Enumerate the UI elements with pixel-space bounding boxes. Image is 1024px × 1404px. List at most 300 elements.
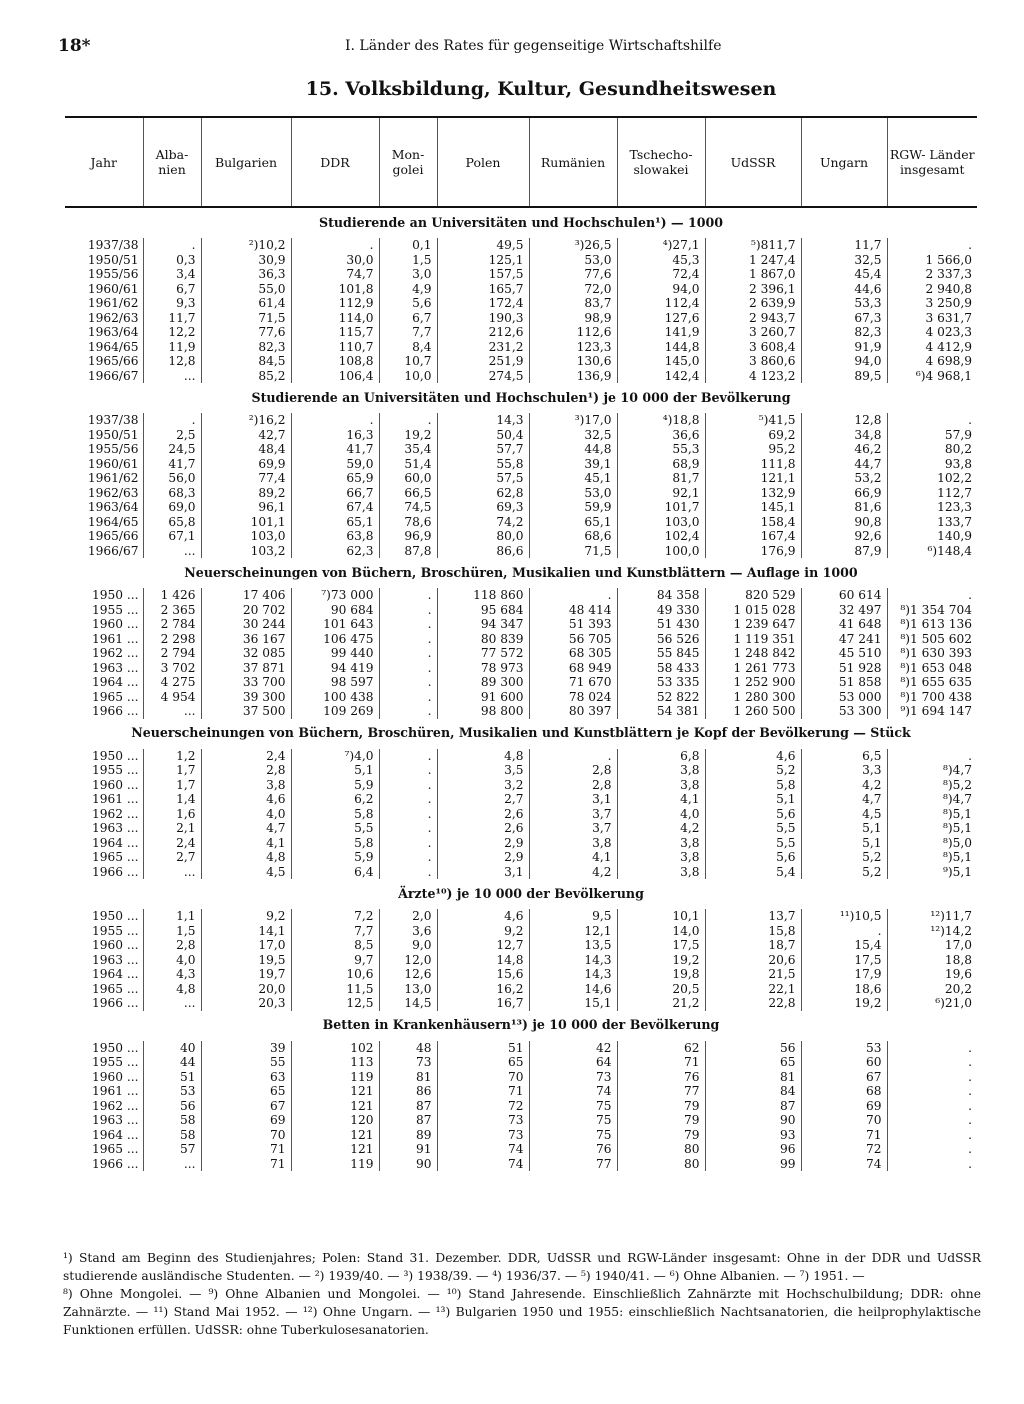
- value-cell: 4,7: [201, 821, 291, 836]
- value-cell: 6,7: [379, 311, 437, 326]
- value-cell: 820 529: [705, 588, 801, 603]
- value-cell: 3 250,9: [887, 296, 977, 311]
- value-cell: 112,6: [529, 325, 617, 340]
- value-cell: 20,3: [201, 996, 291, 1011]
- value-cell: 87,9: [801, 544, 887, 559]
- year-cell: 1966/67: [87, 543, 139, 558]
- value-cell: 3 860,6: [705, 354, 801, 369]
- value-cell: 74,2: [437, 515, 529, 530]
- value-cell: 3,8: [617, 836, 705, 851]
- value-cell: 6,8: [617, 749, 705, 764]
- value-cell: 65: [201, 1084, 291, 1099]
- value-cell: ⁶)148,4: [887, 544, 977, 559]
- value-cell: 53: [801, 1041, 887, 1056]
- value-cell: 4,8: [143, 982, 201, 997]
- year-cell: 1966 ...: [91, 864, 139, 879]
- value-cell: 44: [143, 1055, 201, 1070]
- value-cell: 74,7: [291, 267, 379, 282]
- value-cell: 10,0: [379, 369, 437, 384]
- value-cell: 45,3: [617, 253, 705, 268]
- value-cell: ¹²)14,2: [887, 924, 977, 939]
- value-cell: 274,5: [437, 369, 529, 384]
- value-cell: 93,8: [887, 457, 977, 472]
- value-cell: 1,2: [143, 749, 201, 764]
- value-cell: 56 526: [617, 632, 705, 647]
- value-cell: 92,6: [801, 529, 887, 544]
- value-cell: 16,3: [291, 428, 379, 443]
- value-cell: 81,7: [617, 471, 705, 486]
- value-cell: 2,4: [201, 749, 291, 764]
- year-cell: 1961/62: [87, 471, 139, 485]
- column-header: Rumänien: [529, 117, 617, 207]
- value-cell: 89: [379, 1128, 437, 1143]
- value-cell: ...: [143, 865, 201, 880]
- value-cell: ...: [143, 1157, 201, 1172]
- value-cell: ...: [143, 996, 201, 1011]
- table-row: [65, 850, 977, 865]
- table-row: [65, 282, 977, 297]
- table-row: [65, 1055, 977, 1070]
- table-row: [65, 413, 977, 428]
- value-cell: 5,1: [291, 763, 379, 778]
- value-cell: ...: [143, 369, 201, 384]
- value-cell: .: [887, 1128, 977, 1143]
- value-cell: 3,5: [437, 763, 529, 778]
- value-cell: 1 119 351: [705, 632, 801, 647]
- value-cell: 94,0: [617, 282, 705, 297]
- value-cell: 41 648: [801, 617, 887, 632]
- value-cell: 4,8: [437, 749, 529, 764]
- value-cell: 22,1: [705, 982, 801, 997]
- value-cell: 44,6: [801, 282, 887, 297]
- value-cell: 4 412,9: [887, 340, 977, 355]
- value-cell: 51,4: [379, 457, 437, 472]
- value-cell: ²)10,2: [201, 238, 291, 253]
- value-cell: 32,5: [529, 428, 617, 443]
- value-cell: 41,7: [143, 457, 201, 472]
- value-cell: 60,0: [379, 471, 437, 486]
- value-cell: 4,7: [801, 792, 887, 807]
- value-cell: 55,3: [617, 442, 705, 457]
- value-cell: 1,5: [143, 924, 201, 939]
- value-cell: 79: [617, 1099, 705, 1114]
- value-cell: 55,8: [437, 457, 529, 472]
- value-cell: 94,0: [801, 354, 887, 369]
- table-row: [65, 428, 977, 443]
- value-cell: 48,4: [201, 442, 291, 457]
- value-cell: 176,9: [705, 544, 801, 559]
- value-cell: 3 260,7: [705, 325, 801, 340]
- value-cell: 70: [437, 1070, 529, 1085]
- year-cell: 1955 ...: [91, 763, 139, 777]
- value-cell: 68 949: [529, 661, 617, 676]
- value-cell: .: [291, 238, 379, 253]
- value-cell: 5,2: [801, 850, 887, 865]
- value-cell: 125,1: [437, 253, 529, 268]
- value-cell: 57,7: [437, 442, 529, 457]
- value-cell: 76: [617, 1070, 705, 1085]
- value-cell: 41,7: [291, 442, 379, 457]
- value-cell: ⁸)4,7: [887, 792, 977, 807]
- value-cell: ⁹)1 694 147: [887, 704, 977, 719]
- value-cell: 36,3: [201, 267, 291, 282]
- year-cell: 1955 ...: [91, 1055, 139, 1069]
- value-cell: 4,9: [379, 282, 437, 297]
- table-row: [65, 690, 977, 705]
- year-cell: 1961 ...: [91, 1084, 139, 1098]
- value-cell: 51: [143, 1070, 201, 1085]
- year-cell: 1962/63: [87, 310, 139, 325]
- value-cell: 58 433: [617, 661, 705, 676]
- value-cell: .: [379, 792, 437, 807]
- value-cell: 87: [379, 1113, 437, 1128]
- value-cell: 119: [291, 1157, 379, 1172]
- value-cell: ...: [143, 704, 201, 719]
- value-cell: 55 845: [617, 646, 705, 661]
- value-cell: 11,9: [143, 340, 201, 355]
- value-cell: 66,5: [379, 486, 437, 501]
- value-cell: .: [379, 778, 437, 793]
- value-cell: 5,8: [705, 778, 801, 793]
- value-cell: 4,6: [437, 909, 529, 924]
- year-cell: 1937/38: [87, 413, 139, 427]
- value-cell: .: [291, 413, 379, 428]
- section-title-row: [65, 719, 977, 749]
- value-cell: 1 566,0: [887, 253, 977, 268]
- value-cell: ⁹)5,1: [887, 865, 977, 880]
- value-cell: 6,2: [291, 792, 379, 807]
- value-cell: 53,2: [801, 471, 887, 486]
- value-cell: ⁵)41,5: [705, 413, 801, 428]
- value-cell: ...: [143, 544, 201, 559]
- value-cell: 0,1: [379, 238, 437, 253]
- value-cell: 98,9: [529, 311, 617, 326]
- value-cell: 4,3: [143, 967, 201, 982]
- value-cell: 141,9: [617, 325, 705, 340]
- value-cell: 4,2: [529, 865, 617, 880]
- value-cell: 100,0: [617, 544, 705, 559]
- value-cell: 3,7: [529, 807, 617, 822]
- value-cell: 90: [705, 1113, 801, 1128]
- value-cell: 36,6: [617, 428, 705, 443]
- value-cell: 52 822: [617, 690, 705, 705]
- value-cell: 12,0: [379, 953, 437, 968]
- value-cell: 87,8: [379, 544, 437, 559]
- value-cell: 19,2: [617, 953, 705, 968]
- column-header: DDR: [291, 117, 379, 207]
- value-cell: 71: [437, 1084, 529, 1099]
- value-cell: 5,8: [291, 807, 379, 822]
- value-cell: 2 639,9: [705, 296, 801, 311]
- table-body: [65, 117, 977, 1171]
- value-cell: 78 973: [437, 661, 529, 676]
- value-cell: 123,3: [887, 500, 977, 515]
- value-cell: 15,8: [705, 924, 801, 939]
- year-cell: 1960 ...: [91, 617, 139, 631]
- value-cell: 14,3: [437, 413, 529, 428]
- value-cell: 1 252 900: [705, 675, 801, 690]
- section-title: Studierende an Universitäten und Hochschulen¹) — 1000: [318, 214, 724, 230]
- value-cell: 32 085: [201, 646, 291, 661]
- value-cell: 40: [143, 1041, 201, 1056]
- value-cell: 36 167: [201, 632, 291, 647]
- value-cell: ⁸)1 655 635: [887, 675, 977, 690]
- value-cell: 34,8: [801, 428, 887, 443]
- year-cell: 1964 ...: [91, 675, 139, 689]
- year-cell: 1965 ...: [91, 689, 139, 704]
- year-cell: 1965 ...: [91, 1142, 139, 1156]
- value-cell: 5,6: [705, 807, 801, 822]
- year-cell: 1963 ...: [91, 952, 139, 967]
- value-cell: 112,7: [887, 486, 977, 501]
- value-cell: .: [379, 763, 437, 778]
- value-cell: 2,7: [437, 792, 529, 807]
- value-cell: 59,9: [529, 500, 617, 515]
- value-cell: 4,0: [201, 807, 291, 822]
- value-cell: 67,3: [801, 311, 887, 326]
- value-cell: 66,7: [291, 486, 379, 501]
- value-cell: ⁸)1 613 136: [887, 617, 977, 632]
- value-cell: ⁸)5,1: [887, 821, 977, 836]
- value-cell: 3,8: [617, 865, 705, 880]
- value-cell: 2,0: [379, 909, 437, 924]
- value-cell: 80,0: [437, 529, 529, 544]
- value-cell: 12,7: [437, 938, 529, 953]
- value-cell: 57: [143, 1142, 201, 1157]
- value-cell: 72: [437, 1099, 529, 1114]
- value-cell: 4,6: [201, 792, 291, 807]
- value-cell: 21,5: [705, 967, 801, 982]
- value-cell: 3 702: [143, 661, 201, 676]
- table-row: [65, 836, 977, 851]
- value-cell: ⁶)4 968,1: [887, 369, 977, 384]
- value-cell: 30,9: [201, 253, 291, 268]
- value-cell: 2 365: [143, 603, 201, 618]
- value-cell: 81: [379, 1070, 437, 1085]
- value-cell: 11,7: [143, 311, 201, 326]
- value-cell: ⁸)1 653 048: [887, 661, 977, 676]
- value-cell: 112,9: [291, 296, 379, 311]
- value-cell: 45,1: [529, 471, 617, 486]
- value-cell: 3,3: [801, 763, 887, 778]
- value-cell: 58: [143, 1128, 201, 1143]
- value-cell: 18,7: [705, 938, 801, 953]
- value-cell: 56 705: [529, 632, 617, 647]
- value-cell: ⁶)21,0: [887, 996, 977, 1011]
- value-cell: 9,2: [201, 909, 291, 924]
- value-cell: 90,8: [801, 515, 887, 530]
- value-cell: .: [887, 1070, 977, 1085]
- value-cell: 133,7: [887, 515, 977, 530]
- value-cell: 53 000: [801, 690, 887, 705]
- value-cell: 98 800: [437, 704, 529, 719]
- value-cell: 91 600: [437, 690, 529, 705]
- value-cell: 2,8: [143, 938, 201, 953]
- value-cell: 1,5: [379, 253, 437, 268]
- value-cell: .: [379, 850, 437, 865]
- table-row: [65, 442, 977, 457]
- footnote-paragraph: ⁸) Ohne Mongolei. — ⁹) Ohne Albanien und Mongolei. — ¹⁰) Stand Jahresende. Einschließlich Zahnärzte mit Hochschulbildung; DDR: ohne Zahnärzte. — ¹¹) Stand Mai 1952. — ¹²) Ohne Ungarn. — ¹³) Bulgarien 1950 und 1955: einschließlich Nachtsanatorien, die heilprophylaktische Funktionen erfüllen. UdSSR: ohne Tuberkulosesanatorien.: [63, 1287, 981, 1337]
- value-cell: 68,9: [617, 457, 705, 472]
- year-cell: 1950/51: [87, 252, 139, 267]
- year-cell: 1961 ...: [91, 792, 139, 806]
- section-title: Neuerscheinungen von Büchern, Broschüren, Musikalien und Kunstblättern — Auflage in 1000: [184, 564, 858, 580]
- year-cell: 1955 ...: [91, 602, 139, 617]
- table-row: [65, 778, 977, 793]
- value-cell: 120: [291, 1113, 379, 1128]
- value-cell: 74: [529, 1084, 617, 1099]
- value-cell: 90 684: [291, 603, 379, 618]
- value-cell: 12,2: [143, 325, 201, 340]
- value-cell: 65,1: [291, 515, 379, 530]
- value-cell: 30,0: [291, 253, 379, 268]
- year-cell: 1960 ...: [91, 1069, 139, 1084]
- value-cell: .: [379, 865, 437, 880]
- value-cell: .: [379, 588, 437, 603]
- value-cell: 66,9: [801, 486, 887, 501]
- value-cell: ⁸)4,7: [887, 763, 977, 778]
- value-cell: 57,5: [437, 471, 529, 486]
- table-row: [65, 1157, 977, 1172]
- value-cell: 65,9: [291, 471, 379, 486]
- value-cell: 11,7: [801, 238, 887, 253]
- value-cell: 87: [705, 1099, 801, 1114]
- value-cell: 14,6: [529, 982, 617, 997]
- value-cell: 82,3: [201, 340, 291, 355]
- value-cell: ²)16,2: [201, 413, 291, 428]
- value-cell: 18,8: [887, 953, 977, 968]
- value-cell: 78,6: [379, 515, 437, 530]
- value-cell: 10,1: [617, 909, 705, 924]
- value-cell: 2,8: [201, 763, 291, 778]
- value-cell: 5,2: [705, 763, 801, 778]
- value-cell: ¹¹)10,5: [801, 909, 887, 924]
- value-cell: 74,5: [379, 500, 437, 515]
- table-row: [65, 1113, 977, 1128]
- year-cell: 1950/51: [87, 427, 139, 442]
- value-cell: 69: [801, 1099, 887, 1114]
- year-cell: 1950 ...: [91, 748, 139, 763]
- value-cell: 2 794: [143, 646, 201, 661]
- value-cell: 79: [617, 1128, 705, 1143]
- value-cell: 95 684: [437, 603, 529, 618]
- value-cell: 13,5: [529, 938, 617, 953]
- value-cell: 20,0: [201, 982, 291, 997]
- value-cell: 56: [705, 1041, 801, 1056]
- value-cell: 51: [437, 1041, 529, 1056]
- value-cell: 5,9: [291, 850, 379, 865]
- value-cell: 4,1: [529, 850, 617, 865]
- value-cell: 91,9: [801, 340, 887, 355]
- value-cell: 53,0: [529, 253, 617, 268]
- value-cell: 65: [437, 1055, 529, 1070]
- value-cell: 67,1: [143, 529, 201, 544]
- value-cell: .: [379, 704, 437, 719]
- value-cell: 77: [529, 1157, 617, 1172]
- value-cell: 6,7: [143, 282, 201, 297]
- value-cell: 1 261 773: [705, 661, 801, 676]
- value-cell: 9,0: [379, 938, 437, 953]
- value-cell: 121: [291, 1142, 379, 1157]
- table-row: [65, 457, 977, 472]
- value-cell: 101,8: [291, 282, 379, 297]
- value-cell: 73: [379, 1055, 437, 1070]
- value-cell: 63,8: [291, 529, 379, 544]
- value-cell: 87: [379, 1099, 437, 1114]
- table-row: [65, 675, 977, 690]
- value-cell: 7,2: [291, 909, 379, 924]
- value-cell: 17,5: [617, 938, 705, 953]
- year-cell: 1964/65: [87, 339, 139, 354]
- section-title: Ärzte¹⁰) je 10 000 der Bevölkerung: [398, 885, 644, 901]
- value-cell: 106 475: [291, 632, 379, 647]
- year-cell: 1963 ...: [91, 821, 139, 835]
- value-cell: 3,4: [143, 267, 201, 282]
- value-cell: 12,6: [379, 967, 437, 982]
- value-cell: 71,5: [201, 311, 291, 326]
- value-cell: 8,4: [379, 340, 437, 355]
- year-cell: 1965 ...: [91, 850, 139, 864]
- value-cell: 68 305: [529, 646, 617, 661]
- table-row: [65, 1128, 977, 1143]
- value-cell: 62,3: [291, 544, 379, 559]
- running-head: I. Länder des Rates für gegenseitige Wirtschaftshilfe: [345, 38, 722, 54]
- table-row: [65, 1142, 977, 1157]
- value-cell: 96,9: [379, 529, 437, 544]
- value-cell: 5,2: [801, 865, 887, 880]
- value-cell: 99: [705, 1157, 801, 1172]
- value-cell: 5,1: [705, 792, 801, 807]
- value-cell: 92,1: [617, 486, 705, 501]
- section-title: Betten in Krankenhäusern¹³) je 10 000 der Bevölkerung: [322, 1017, 720, 1033]
- value-cell: 37 871: [201, 661, 291, 676]
- value-cell: ⁸)1 354 704: [887, 603, 977, 618]
- table-row: [65, 296, 977, 311]
- value-cell: 158,4: [705, 515, 801, 530]
- value-cell: 4,8: [201, 850, 291, 865]
- value-cell: 18,6: [801, 982, 887, 997]
- value-cell: 47 241: [801, 632, 887, 647]
- value-cell: 77 572: [437, 646, 529, 661]
- value-cell: 113: [291, 1055, 379, 1070]
- value-cell: 15,1: [529, 996, 617, 1011]
- table-row: [65, 807, 977, 822]
- value-cell: 68,6: [529, 529, 617, 544]
- value-cell: 71: [201, 1142, 291, 1157]
- value-cell: .: [887, 1055, 977, 1070]
- value-cell: 111,8: [705, 457, 801, 472]
- value-cell: 20,6: [705, 953, 801, 968]
- table-row: [65, 909, 977, 924]
- value-cell: 17,9: [801, 967, 887, 982]
- value-cell: 9,5: [529, 909, 617, 924]
- value-cell: 2 298: [143, 632, 201, 647]
- value-cell: 64: [529, 1055, 617, 1070]
- value-cell: 85,2: [201, 369, 291, 384]
- section-title: Studierende an Universitäten und Hochschulen¹) je 10 000 der Bevölkerung: [251, 389, 791, 405]
- value-cell: 32,5: [801, 253, 887, 268]
- value-cell: 72: [801, 1142, 887, 1157]
- value-cell: 56: [143, 1099, 201, 1114]
- value-cell: .: [379, 603, 437, 618]
- value-cell: 19,2: [379, 428, 437, 443]
- year-cell: 1965 ...: [91, 981, 139, 996]
- value-cell: 1 015 028: [705, 603, 801, 618]
- value-cell: 100 438: [291, 690, 379, 705]
- value-cell: 39 300: [201, 690, 291, 705]
- table-row: [65, 763, 977, 778]
- value-cell: .: [379, 632, 437, 647]
